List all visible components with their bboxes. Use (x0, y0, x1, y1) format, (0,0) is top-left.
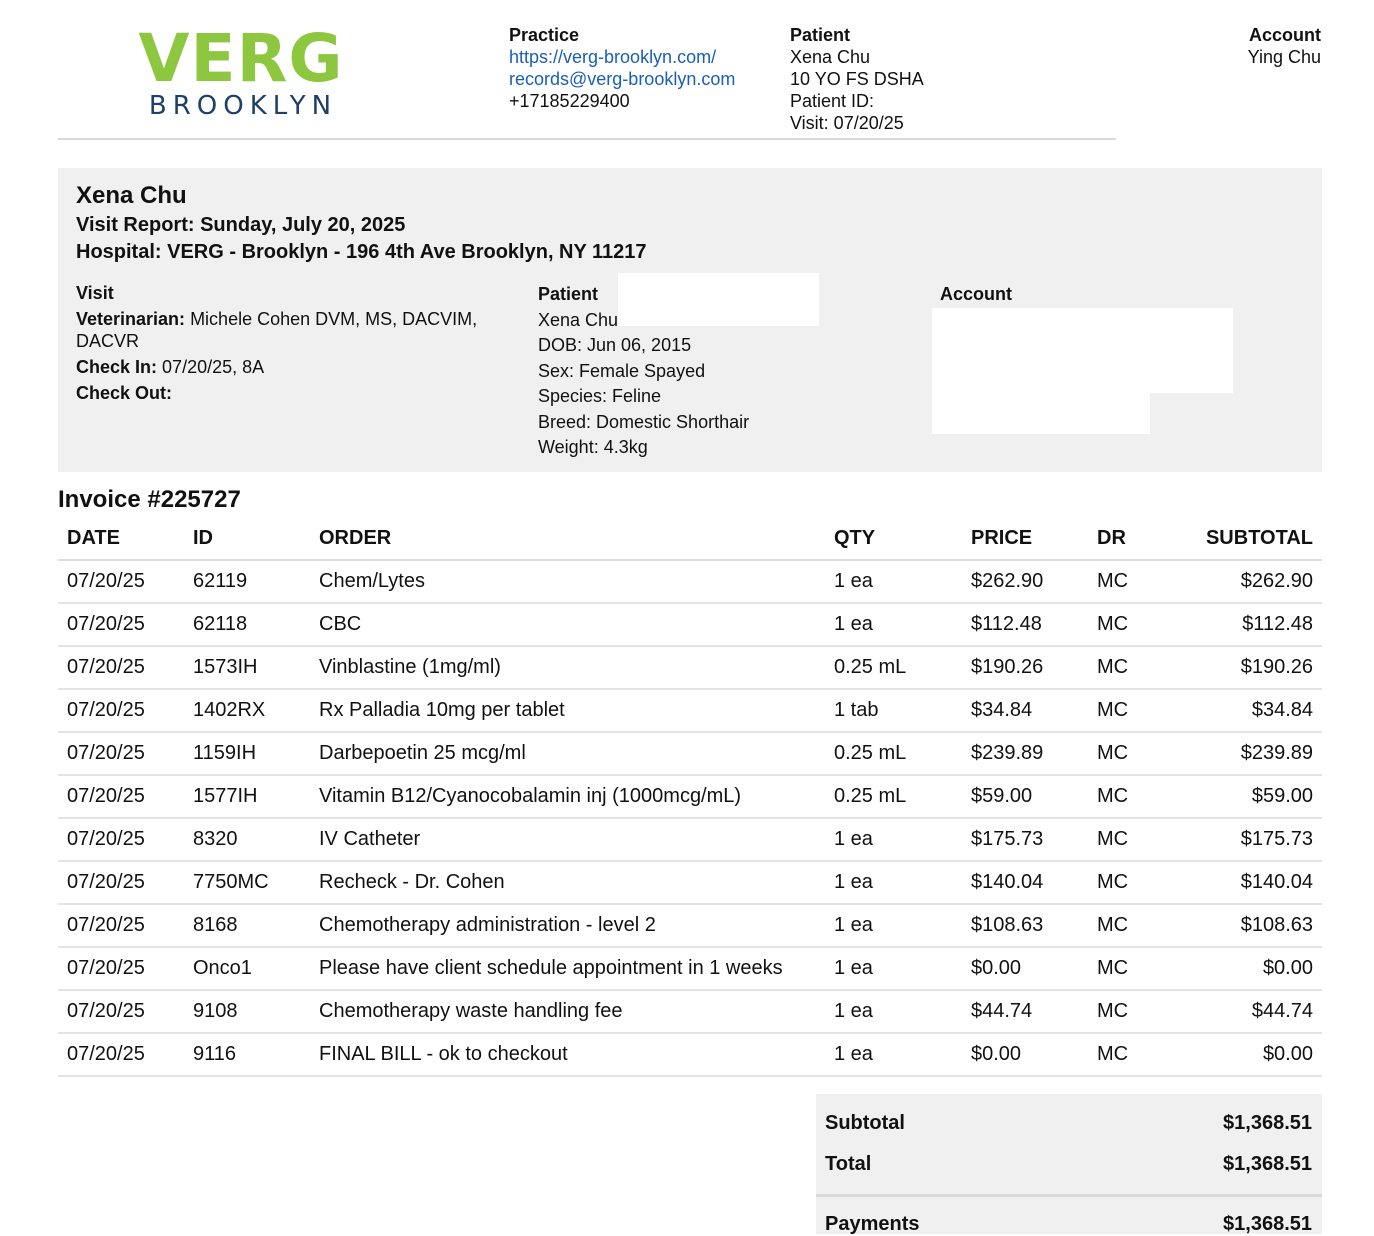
item-subtotal: $34.84 (1178, 689, 1322, 732)
visit-report-date: Visit Report: Sunday, July 20, 2025 (76, 214, 406, 236)
patient-id: Patient ID: (790, 91, 875, 111)
item-subtotal: $0.00 (1178, 1033, 1322, 1076)
checkin-label: Check In: (76, 357, 158, 377)
item-subtotal: $59.00 (1178, 775, 1322, 818)
item-price: $34.84 (962, 689, 1088, 732)
payments-row (825, 1213, 1312, 1236)
item-qty: 1 ea (825, 560, 962, 603)
item-order: Chemotherapy waste handling fee (310, 990, 825, 1033)
total-value: $1,368.51 (1223, 1153, 1312, 1175)
item-price: $112.48 (962, 603, 1088, 646)
visit-heading: Visit (76, 283, 114, 303)
item-price: $0.00 (962, 947, 1088, 990)
item-subtotal: $175.73 (1178, 818, 1322, 861)
patient-sex: Sex: Female Spayed (538, 360, 706, 381)
patient-species: Species: Feline (538, 386, 662, 406)
verg-brooklyn-logo (138, 20, 344, 121)
item-date: 07/20/25 (58, 1033, 184, 1076)
item-price: $108.63 (962, 904, 1088, 947)
patient-details-name: Xena Chu (538, 309, 619, 330)
col-price-header: PRICE (962, 518, 1088, 560)
col-date-header: DATE (58, 518, 184, 560)
item-id: 1577IH (184, 775, 310, 818)
item-doctor: MC (1088, 818, 1178, 861)
item-date: 07/20/25 (58, 818, 184, 861)
veterinarian-label: Veterinarian: (76, 309, 186, 329)
item-order: FINAL BILL - ok to checkout (310, 1033, 825, 1076)
patient-breed: Breed: Domestic Shorthair (538, 411, 750, 432)
item-qty: 1 ea (825, 1033, 962, 1076)
item-date: 07/20/25 (58, 990, 184, 1033)
item-order: Vinblastine (1mg/ml) (310, 646, 825, 689)
item-date: 07/20/25 (58, 646, 184, 689)
item-date: 07/20/25 (58, 904, 184, 947)
item-order: CBC (310, 603, 825, 646)
header-divider (58, 138, 1116, 140)
item-date: 07/20/25 (58, 689, 184, 732)
item-qty: 1 ea (825, 603, 962, 646)
practice-email-link[interactable]: records@verg-brooklyn.com (509, 69, 736, 89)
payments-label: Payments (825, 1213, 920, 1235)
item-order: Chemotherapy administration - level 2 (310, 904, 825, 947)
table-row (58, 818, 1322, 861)
patient-header-info (790, 24, 924, 134)
col-dr-header: DR (1088, 518, 1178, 560)
item-id: 8168 (184, 904, 310, 947)
item-date: 07/20/25 (58, 775, 184, 818)
subtotal-value: $1,368.51 (1223, 1112, 1312, 1134)
totals-panel (816, 1094, 1322, 1234)
item-id: 1573IH (184, 646, 310, 689)
table-row (58, 560, 1322, 603)
patient-weight: Weight: 4.3kg (538, 437, 648, 457)
item-subtotal: $239.89 (1178, 732, 1322, 775)
hospital-address: Hospital: VERG - Brooklyn - 196 4th Ave Brooklyn, NY 11217 (76, 241, 647, 263)
invoice-title: Invoice #225727 (58, 486, 241, 513)
item-qty: 0.25 mL (825, 732, 962, 775)
patient-dob: DOB: Jun 06, 2015 (538, 335, 692, 355)
table-row (58, 904, 1322, 947)
subtotal-label: Subtotal (825, 1112, 905, 1134)
item-date: 07/20/25 (58, 861, 184, 904)
account-header-info (1248, 24, 1321, 68)
item-price: $44.74 (962, 990, 1088, 1033)
subtotal-row (825, 1112, 1312, 1135)
payments-value: $1,368.51 (1223, 1213, 1312, 1235)
item-qty: 1 ea (825, 990, 962, 1033)
item-order: Rx Palladia 10mg per tablet (310, 689, 825, 732)
visit-summary-panel (58, 168, 1322, 472)
table-row (58, 1033, 1322, 1076)
logo-wordmark: VERG (138, 20, 344, 97)
item-order: Chem/Lytes (310, 560, 825, 603)
practice-info (509, 24, 735, 112)
veterinarian-value: Michele Cohen DVM, MS, DACVIM, (190, 309, 478, 329)
patient-heading: Patient (790, 25, 851, 45)
item-subtotal: $190.26 (1178, 646, 1322, 689)
table-row (58, 990, 1322, 1033)
account-details-heading: Account (940, 284, 1012, 304)
item-doctor: MC (1088, 990, 1178, 1033)
item-id: 62119 (184, 560, 310, 603)
item-price: $262.90 (962, 560, 1088, 603)
col-id-header: ID (184, 518, 310, 560)
item-price: $239.89 (962, 732, 1088, 775)
col-qty-header: QTY (825, 518, 962, 560)
redaction-box (932, 392, 1150, 434)
item-date: 07/20/25 (58, 560, 184, 603)
checkin-value: 07/20/25, 8A (162, 357, 265, 377)
invoice-header-row (58, 518, 1322, 560)
item-price: $175.73 (962, 818, 1088, 861)
summary-patient-name: Xena Chu (76, 182, 187, 209)
item-qty: 1 ea (825, 861, 962, 904)
item-doctor: MC (1088, 947, 1178, 990)
item-subtotal: $44.74 (1178, 990, 1322, 1033)
item-doctor: MC (1088, 646, 1178, 689)
item-subtotal: $0.00 (1178, 947, 1322, 990)
item-subtotal: $108.63 (1178, 904, 1322, 947)
total-label: Total (825, 1153, 872, 1175)
item-doctor: MC (1088, 603, 1178, 646)
account-name: Ying Chu (1247, 47, 1321, 67)
item-doctor: MC (1088, 775, 1178, 818)
patient-description: 10 YO FS DSHA (790, 69, 924, 89)
item-price: $0.00 (962, 1033, 1088, 1076)
patient-name: Xena Chu (790, 47, 871, 67)
totals-divider (816, 1194, 1322, 1197)
redaction-box (932, 308, 1233, 393)
item-date: 07/20/25 (58, 732, 184, 775)
table-row (58, 732, 1322, 775)
item-subtotal: $262.90 (1178, 560, 1322, 603)
item-id: 8320 (184, 818, 310, 861)
col-subtotal-header: SUBTOTAL (1178, 518, 1322, 560)
practice-website-link[interactable]: https://verg-brooklyn.com/ (509, 47, 717, 67)
practice-phone: +17185229400 (509, 91, 630, 111)
patient-details-heading: Patient (538, 284, 599, 304)
item-doctor: MC (1088, 732, 1178, 775)
item-qty: 0.25 mL (825, 646, 962, 689)
table-row (58, 646, 1322, 689)
item-id: Onco1 (184, 947, 310, 990)
veterinarian-value-cont: DACVR (76, 331, 140, 351)
item-id: 7750MC (184, 861, 310, 904)
item-doctor: MC (1088, 861, 1178, 904)
table-row (58, 775, 1322, 818)
item-id: 1402RX (184, 689, 310, 732)
table-row (58, 689, 1322, 732)
item-order: IV Catheter (310, 818, 825, 861)
patient-visit-date: Visit: 07/20/25 (790, 113, 904, 133)
item-doctor: MC (1088, 689, 1178, 732)
account-heading: Account (1249, 25, 1321, 45)
item-order: Darbepoetin 25 mcg/ml (310, 732, 825, 775)
item-id: 62118 (184, 603, 310, 646)
practice-heading: Practice (509, 25, 580, 45)
item-id: 1159IH (184, 732, 310, 775)
item-doctor: MC (1088, 1033, 1178, 1076)
item-qty: 1 ea (825, 947, 962, 990)
total-row (825, 1153, 1312, 1176)
item-id: 9116 (184, 1033, 310, 1076)
item-price: $59.00 (962, 775, 1088, 818)
item-price: $140.04 (962, 861, 1088, 904)
item-doctor: MC (1088, 560, 1178, 603)
item-qty: 1 tab (825, 689, 962, 732)
item-date: 07/20/25 (58, 603, 184, 646)
table-row (58, 603, 1322, 646)
item-qty: 0.25 mL (825, 775, 962, 818)
item-order: Recheck - Dr. Cohen (310, 861, 825, 904)
col-order-header: ORDER (310, 518, 825, 560)
table-row (58, 947, 1322, 990)
table-row (58, 861, 1322, 904)
invoice-table (58, 518, 1322, 1077)
item-qty: 1 ea (825, 818, 962, 861)
item-id: 9108 (184, 990, 310, 1033)
item-date: 07/20/25 (58, 947, 184, 990)
redaction-box (618, 273, 819, 326)
visit-details (76, 282, 477, 404)
checkout-label: Check Out: (76, 383, 173, 403)
item-doctor: MC (1088, 904, 1178, 947)
item-qty: 1 ea (825, 904, 962, 947)
item-subtotal: $140.04 (1178, 861, 1322, 904)
logo-location: BROOKLYN (148, 91, 338, 121)
item-order: Please have client schedule appointment in 1 weeks (310, 947, 825, 990)
item-price: $190.26 (962, 646, 1088, 689)
item-order: Vitamin B12/Cyanocobalamin inj (1000mcg/mL) (310, 775, 825, 818)
item-subtotal: $112.48 (1178, 603, 1322, 646)
